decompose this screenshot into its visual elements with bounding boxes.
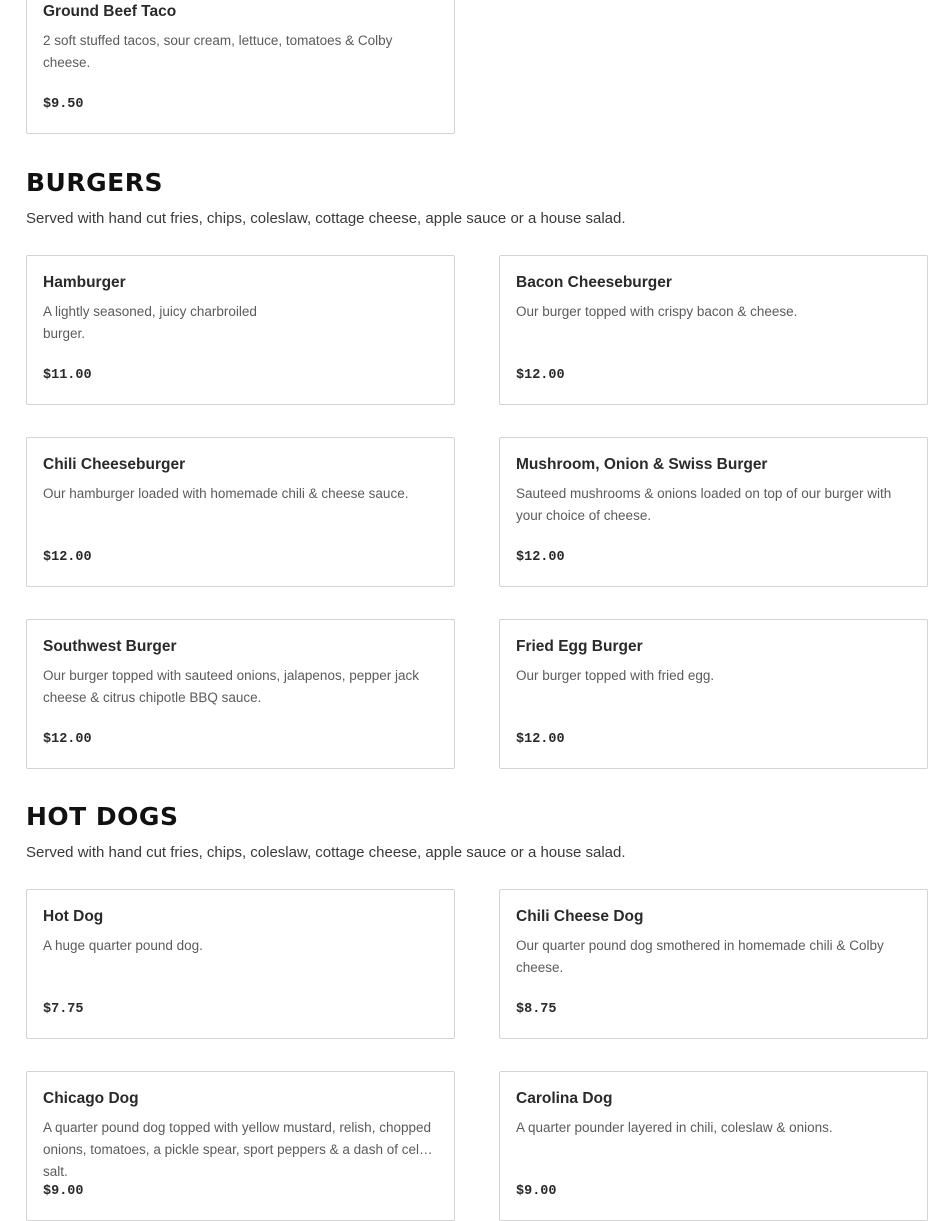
- section-title-burgers: BURGERS: [26, 168, 163, 197]
- menu-item-card[interactable]: [26, 889, 455, 1039]
- menu-item-card[interactable]: [499, 255, 928, 405]
- menu-item-card[interactable]: [26, 619, 455, 769]
- menu-item-name: Chicago Dog: [43, 1090, 139, 1107]
- menu-item-card[interactable]: [26, 1071, 455, 1221]
- menu-item-card[interactable]: [26, 0, 455, 134]
- menu-item-price: $9.50: [43, 97, 84, 112]
- menu-item-description: A lightly seasoned, juicy charbroiled burger.: [43, 304, 257, 341]
- menu-item-card[interactable]: [26, 437, 455, 587]
- menu-item-price: $12.00: [516, 368, 565, 383]
- menu-item-description: A quarter pounder layered in chili, coleslaw & onions.: [516, 1120, 833, 1135]
- menu-item-description: Sauteed mushrooms & onions loaded on top of our burger with your choice of cheese.: [516, 486, 892, 523]
- menu-item-name: Hot Dog: [43, 908, 104, 925]
- menu-item-name: Hamburger: [43, 274, 126, 291]
- menu-item-description: Our burger topped with sauteed onions, jalapenos, pepper jack cheese & citrus chipotle BBQ sauce.: [43, 668, 419, 705]
- menu-item-card[interactable]: [499, 619, 928, 769]
- section-title-hot-dogs: HOT DOGS: [26, 802, 179, 831]
- menu-item-price: $12.00: [516, 732, 565, 747]
- menu-item-name: Bacon Cheeseburger: [516, 274, 672, 291]
- menu-item-description: Our burger topped with fried egg.: [516, 668, 715, 683]
- menu-item-name: Chili Cheese Dog: [516, 908, 644, 925]
- menu-item-description: A huge quarter pound dog.: [43, 938, 203, 953]
- menu-item-description: Our hamburger loaded with homemade chili & cheese sauce.: [43, 486, 409, 501]
- menu-item-price: $9.00: [516, 1184, 557, 1199]
- menu-item-card[interactable]: [499, 437, 928, 587]
- menu-item-description: Our burger topped with crispy bacon & cheese.: [516, 304, 798, 319]
- menu-item-description: Our quarter pound dog smothered in homemade chili & Colby cheese.: [516, 938, 884, 975]
- menu-item-price: $7.75: [43, 1002, 84, 1017]
- section-subtitle-hot-dogs: Served with hand cut fries, chips, coleslaw, cottage cheese, apple sauce or a house salad.: [26, 844, 626, 861]
- menu-item-price: $8.75: [516, 1002, 557, 1017]
- menu-item-name: Mushroom, Onion & Swiss Burger: [516, 456, 768, 473]
- menu-item-name: Ground Beef Taco: [43, 3, 177, 20]
- menu-item-name: Chili Cheeseburger: [43, 456, 186, 473]
- menu-item-name: Fried Egg Burger: [516, 638, 643, 655]
- menu-item-name: Southwest Burger: [43, 638, 177, 655]
- menu-item-name: Carolina Dog: [516, 1090, 613, 1107]
- menu-item-price: $12.00: [43, 732, 92, 747]
- menu-item-price: $9.00: [43, 1184, 84, 1199]
- menu-item-price: $11.00: [43, 368, 92, 383]
- menu-item-card[interactable]: [26, 255, 455, 405]
- menu-item-price: $12.00: [43, 550, 92, 565]
- menu-item-card[interactable]: [499, 889, 928, 1039]
- menu-item-price: $12.00: [516, 550, 565, 565]
- menu-item-description: A quarter pound dog topped with yellow mustard, relish, chopped onions, tomatoes, a pickle spear, sport peppers & a dash of celery salt.: [43, 1120, 438, 1179]
- section-subtitle-burgers: Served with hand cut fries, chips, coleslaw, cottage cheese, apple sauce or a house salad.: [26, 210, 626, 227]
- menu-item-description: 2 soft stuffed tacos, sour cream, lettuce, tomatoes & Colby cheese.: [43, 33, 393, 70]
- menu-item-card[interactable]: [499, 1071, 928, 1221]
